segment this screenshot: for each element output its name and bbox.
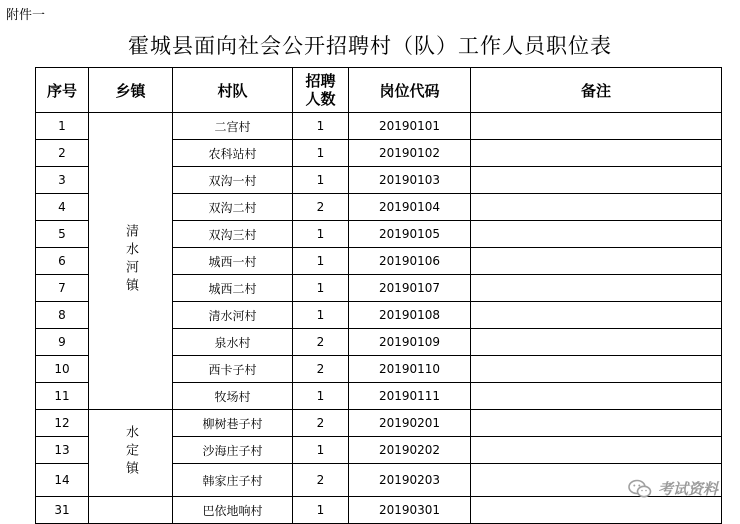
cell-seq: 3 — [36, 167, 89, 194]
header-notes: 备注 — [471, 68, 722, 113]
town-name: 水定镇 — [123, 424, 138, 479]
cell-notes — [471, 497, 722, 524]
cell-village: 二宫村 — [173, 113, 293, 140]
cell-village: 双沟二村 — [173, 194, 293, 221]
cell-seq: 13 — [36, 437, 89, 464]
cell-notes — [471, 167, 722, 194]
cell-village: 城西一村 — [173, 248, 293, 275]
cell-village: 巴依地响村 — [173, 497, 293, 524]
cell-seq: 4 — [36, 194, 89, 221]
cell-village: 韩家庄子村 — [173, 464, 293, 497]
cell-notes — [471, 410, 722, 437]
cell-town — [89, 410, 173, 497]
cell-seq: 9 — [36, 329, 89, 356]
header-code: 岗位代码 — [349, 68, 471, 113]
cell-village: 沙海庄子村 — [173, 437, 293, 464]
table-row — [36, 113, 722, 140]
cell-village: 柳树巷子村 — [173, 410, 293, 437]
cell-code: 20190301 — [349, 497, 471, 524]
positions-table — [35, 67, 722, 524]
cell-seq: 6 — [36, 248, 89, 275]
cell-notes — [471, 194, 722, 221]
cell-village: 双沟一村 — [173, 167, 293, 194]
header-seq: 序号 — [36, 68, 89, 113]
cell-code: 20190109 — [349, 329, 471, 356]
watermark-text: 考试资料 — [657, 480, 718, 498]
cell-seq: 5 — [36, 221, 89, 248]
watermark — [628, 478, 718, 499]
cell-seq: 12 — [36, 410, 89, 437]
cell-notes — [471, 248, 722, 275]
cell-notes — [471, 275, 722, 302]
cell-code: 20190106 — [349, 248, 471, 275]
cell-count: 2 — [293, 410, 349, 437]
cell-village: 牧场村 — [173, 383, 293, 410]
cell-count: 2 — [293, 329, 349, 356]
header-count-line1: 招聘 — [305, 72, 336, 90]
cell-count: 1 — [293, 302, 349, 329]
wechat-icon — [628, 479, 652, 499]
cell-code: 20190203 — [349, 464, 471, 497]
cell-notes — [471, 437, 722, 464]
attachment-label: 附件一 — [6, 8, 46, 23]
cell-code: 20190102 — [349, 140, 471, 167]
cell-village: 双沟三村 — [173, 221, 293, 248]
cell-count: 2 — [293, 356, 349, 383]
cell-notes — [471, 113, 722, 140]
cell-code: 20190111 — [349, 383, 471, 410]
cell-code: 20190202 — [349, 437, 471, 464]
header-town: 乡镇 — [89, 68, 173, 113]
page-title: 霍城县面向社会公开招聘村（队）工作人员职位表 — [128, 34, 612, 58]
cell-code: 20190104 — [349, 194, 471, 221]
cell-village: 西卡子村 — [173, 356, 293, 383]
cell-code: 20190101 — [349, 113, 471, 140]
town-name: 清水河镇 — [123, 223, 138, 296]
cell-town — [89, 497, 173, 524]
cell-count: 1 — [293, 275, 349, 302]
cell-seq: 31 — [36, 497, 89, 524]
cell-village: 城西二村 — [173, 275, 293, 302]
table-header-row — [36, 68, 722, 113]
cell-count: 1 — [293, 248, 349, 275]
cell-seq: 14 — [36, 464, 89, 497]
cell-count: 1 — [293, 113, 349, 140]
cell-count: 1 — [293, 497, 349, 524]
cell-notes — [471, 221, 722, 248]
cell-notes — [471, 356, 722, 383]
table-row — [36, 497, 722, 524]
cell-notes — [471, 383, 722, 410]
cell-count: 1 — [293, 437, 349, 464]
cell-code: 20190103 — [349, 167, 471, 194]
cell-code: 20190201 — [349, 410, 471, 437]
cell-code: 20190107 — [349, 275, 471, 302]
cell-code: 20190110 — [349, 356, 471, 383]
cell-seq: 7 — [36, 275, 89, 302]
header-count-line2: 人数 — [305, 90, 336, 108]
cell-count: 1 — [293, 140, 349, 167]
cell-code: 20190108 — [349, 302, 471, 329]
cell-count: 1 — [293, 167, 349, 194]
cell-seq: 8 — [36, 302, 89, 329]
cell-count: 1 — [293, 221, 349, 248]
cell-village: 清水河村 — [173, 302, 293, 329]
cell-notes — [471, 302, 722, 329]
cell-seq: 11 — [36, 383, 89, 410]
cell-count: 2 — [293, 464, 349, 497]
cell-village: 农科站村 — [173, 140, 293, 167]
cell-count: 2 — [293, 194, 349, 221]
header-count — [293, 68, 349, 113]
cell-village: 泉水村 — [173, 329, 293, 356]
cell-seq: 2 — [36, 140, 89, 167]
cell-seq: 10 — [36, 356, 89, 383]
cell-notes — [471, 329, 722, 356]
cell-count: 1 — [293, 383, 349, 410]
header-village: 村队 — [173, 68, 293, 113]
cell-seq: 1 — [36, 113, 89, 140]
cell-code: 20190105 — [349, 221, 471, 248]
cell-notes — [471, 140, 722, 167]
cell-town — [89, 113, 173, 410]
table-row — [36, 410, 722, 437]
